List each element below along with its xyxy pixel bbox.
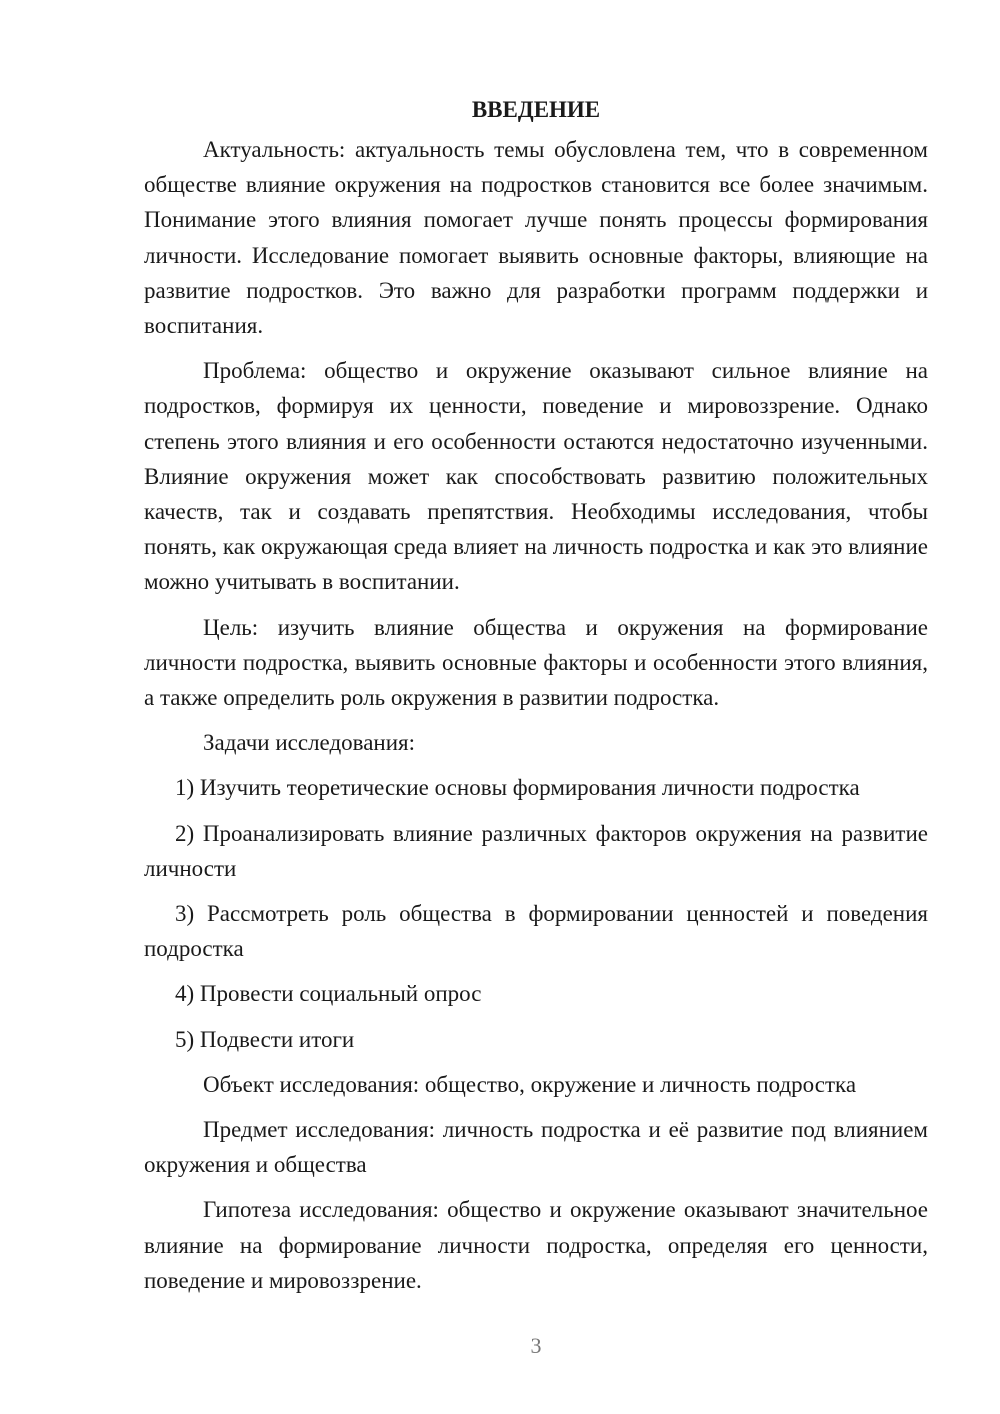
object-paragraph: Объект исследования: общество, окружение и личность подростка [203, 1071, 857, 1097]
task-item: 5) Подвести итоги [175, 1026, 355, 1052]
subject-paragraph: Предмет исследования: личность подростка и её развитие под влиянием окружения и общества [144, 1117, 928, 1178]
page-number: 3 [530, 1333, 542, 1358]
relevance-paragraph: Актуальность: актуальность темы обусловлена тем, что в современном обществе влияние окружения на подростков становится все более значимым. Понимание этого влияния помогает лучше понять процессы формирования личности. Исследование помогает выявить основные факторы, влияющие на развитие подростков. Это важно для разработки программ поддержки и воспитания. [144, 137, 928, 339]
goal-paragraph: Цель: изучить влияние общества и окружения на формирование личности подростка, выявить основные факторы и особенности этого влияния, а также определить роль окружения в развитии подростка. [144, 614, 928, 711]
tasks-heading: Задачи исследования: [203, 730, 416, 756]
task-item: 1) Изучить теоретические основы формирования личности подростка [175, 775, 860, 801]
hypothesis-paragraph: Гипотеза исследования: общество и окружение оказывают значительное влияние на формирование личности подростка, определяя его ценности, поведение и мировоззрение. [144, 1197, 928, 1293]
page-title: ВВЕДЕНИЕ [471, 97, 601, 122]
task-item: 2) Проанализировать влияние различных факторов окружения на развитие личности [144, 820, 928, 881]
task-item: 4) Провести социальный опрос [175, 981, 482, 1007]
document-body [144, 92, 928, 1298]
problem-paragraph: Проблема: общество и окружение оказывают сильное влияние на подростков, формируя их ценности, поведение и мировоззрение. Однако степень этого влияния и его особенности остаются недостаточно изученными. Влияние окружения может как способствовать развитию положительных качеств, так и создавать препятствия. Необходимы исследования, чтобы понять, как окружающая среда влияет на личность подростка и как это влияние можно учитывать в воспитании. [144, 358, 928, 595]
task-item: 3) Рассмотреть роль общества в формировании ценностей и поведения подростка [144, 901, 928, 962]
